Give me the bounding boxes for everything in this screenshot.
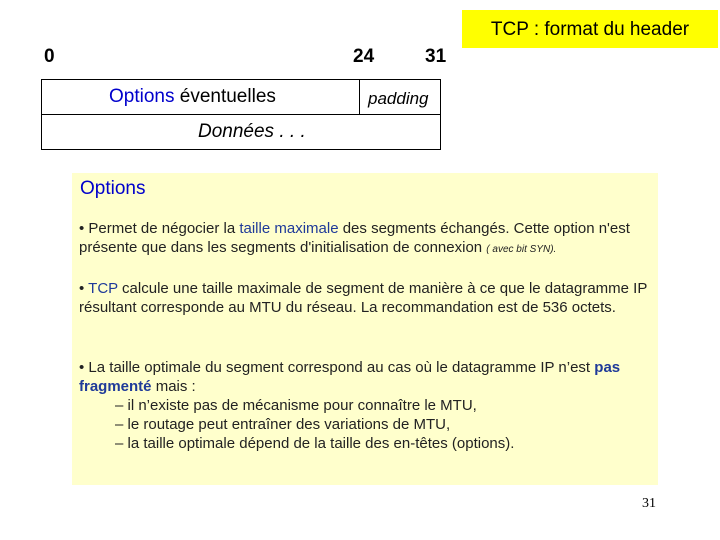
p2-post: calcule une taille maximale de segment de manière à ce que le datagramme IP résultant corresponde au MTU du réseau. La recommandation est de 536 octets. (79, 280, 648, 316)
p3-post: mais : (151, 378, 196, 395)
header-field-divider (359, 79, 360, 115)
p1-small: ( avec bit SYN). (486, 244, 557, 255)
paragraph-optimal-size (79, 358, 651, 453)
page-number: 31 (642, 496, 656, 511)
bit-label-24: 24 (353, 46, 375, 67)
list-item: – la taille optimale dépend de la taille des en-têtes (options). (115, 435, 515, 452)
options-word: Options (109, 86, 175, 107)
data-field-label: Données . . . (198, 121, 306, 142)
paragraph-mtu (79, 279, 651, 317)
p3-bold: pas fragmenté (79, 359, 621, 395)
bit-label-0: 0 (44, 46, 55, 67)
panel-title: Options (80, 178, 146, 199)
padding-field-label: padding (368, 89, 429, 108)
p1-pre: • Permet de négocier la (79, 220, 240, 237)
options-field-label (109, 86, 276, 108)
bit-label-31: 31 (425, 46, 447, 67)
options-rest: éventuelles (174, 86, 276, 107)
p3-pre: • La taille optimale du segment correspond au cas où le datagramme IP n’est (79, 359, 595, 376)
p1-bold: taille maximale (239, 220, 339, 237)
slide-title: TCP : format du header (462, 10, 718, 48)
list-item: – le routage peut entraîner des variations de MTU, (115, 416, 451, 433)
p2-pre: • (79, 280, 89, 297)
p2-tcp: TCP (88, 280, 118, 297)
list-item: – il n’existe pas de mécanisme pour connaître le MTU, (115, 397, 477, 414)
p1-post: des segments échangés. Cette option n'est présente que dans les segments d'initialisation de connexion (79, 220, 630, 256)
paragraph-negotiation (79, 219, 651, 259)
